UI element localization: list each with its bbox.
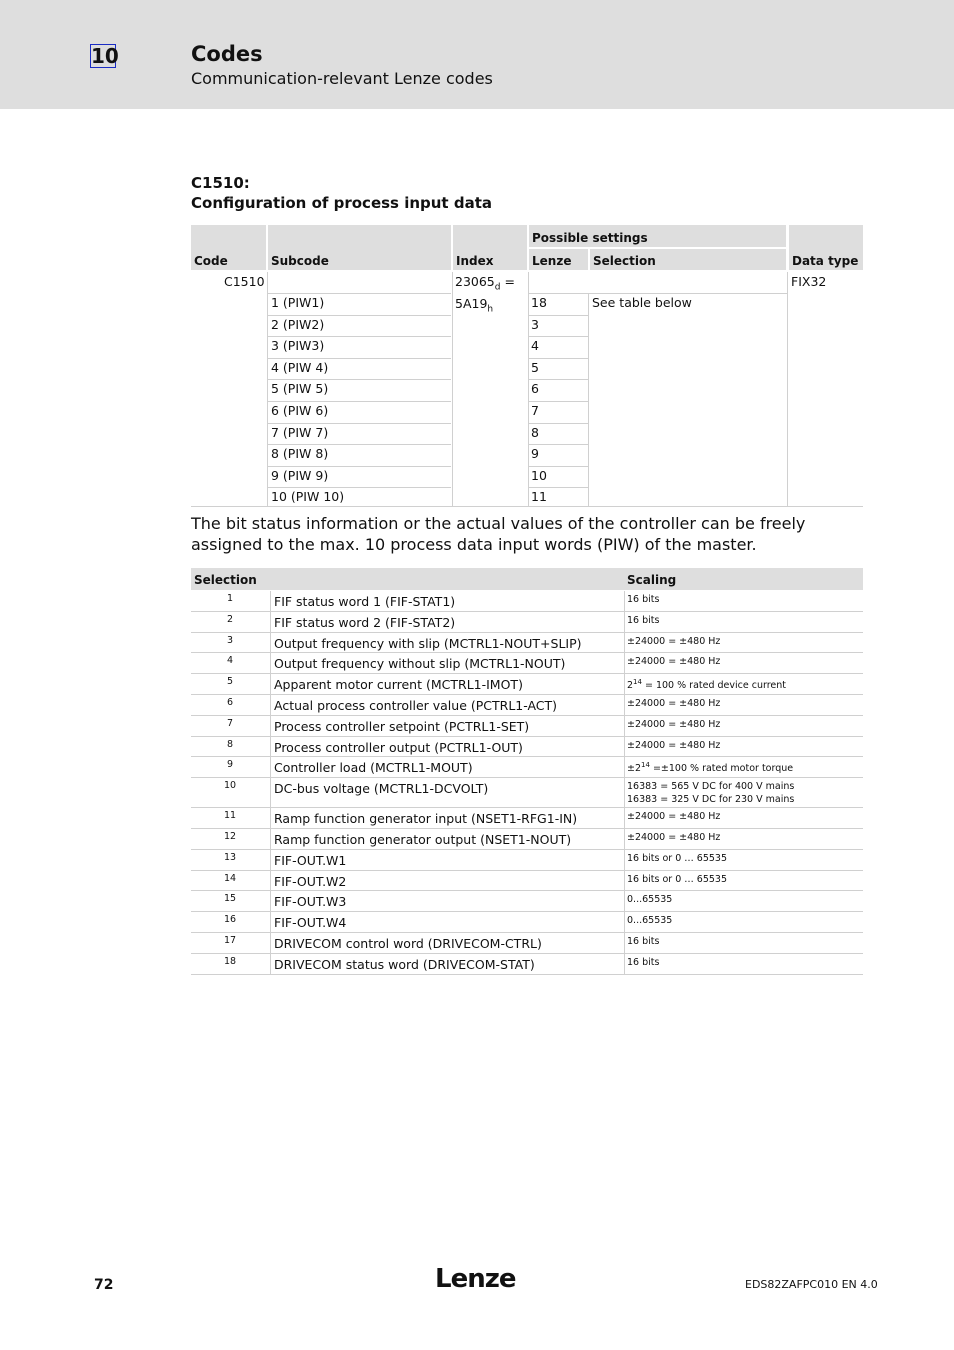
- row-line: [529, 379, 588, 380]
- row-line: [191, 974, 863, 975]
- selection-number: 4: [226, 655, 234, 667]
- row-line: [268, 379, 451, 380]
- selection-description: Controller load (MCTRL1-MOUT): [274, 760, 473, 776]
- selection-description: DC-bus voltage (MCTRL1-DCVOLT): [274, 781, 489, 797]
- section-code: C1510:: [191, 174, 250, 192]
- divider: [270, 757, 271, 778]
- divider: [588, 294, 589, 507]
- selection-note: See table below: [592, 295, 692, 310]
- lenze-cell: 5: [531, 359, 539, 375]
- scaling-value: $2^{14} = 100$ % rated device current: [627, 678, 787, 692]
- selection-number: 7: [226, 717, 234, 729]
- lenze-cell: 3: [531, 316, 539, 332]
- selection-description: Process controller setpoint (PCTRL1-SET): [274, 718, 530, 734]
- subcode-cell: 2 (PIW2): [271, 316, 325, 332]
- header-index: Index: [453, 225, 527, 270]
- table-row: [191, 871, 863, 892]
- row-line: [529, 401, 588, 402]
- lenze-cell: 4: [531, 338, 539, 354]
- selection-description: Process controller output (PCTRL1-OUT): [274, 739, 523, 755]
- table-row: [191, 891, 863, 912]
- subcode-cell: 6 (PIW 6): [271, 403, 329, 418]
- selection-description: Output frequency without slip (MCTRL1-NOUT): [274, 656, 566, 672]
- selection-number: 9: [226, 759, 234, 771]
- divider: [624, 871, 625, 892]
- header-possible-settings: Possible settings: [529, 225, 786, 247]
- divider: [624, 891, 625, 912]
- table-row: [191, 591, 863, 612]
- subcode-cell: 1 (PIW1): [271, 295, 325, 310]
- table-row: [191, 633, 863, 654]
- table-row: [191, 695, 863, 716]
- subcode-cell: 10 (PIW 10): [271, 489, 345, 505]
- divider: [624, 850, 625, 871]
- header-lenze: Lenze: [529, 249, 588, 270]
- row-line: [529, 358, 588, 359]
- scaling-value: ±24000 = ±480 Hz: [627, 635, 721, 647]
- divider: [270, 891, 271, 912]
- subcode-cell: 3 (PIW3): [271, 338, 325, 354]
- chapter-subtitle: Communication-relevant Lenze codes: [191, 69, 493, 88]
- divider: [528, 272, 529, 507]
- divider: [270, 653, 271, 674]
- selection-description: FIF status word 2 (FIF-STAT2): [274, 614, 456, 630]
- scaling-value: ±24000 = ±480 Hz: [627, 811, 721, 823]
- selection-number: 3: [226, 634, 234, 646]
- scaling-value: 0...65535: [627, 894, 673, 906]
- divider: [624, 633, 625, 654]
- divider: [270, 954, 271, 975]
- row-line: [529, 444, 588, 445]
- table-row: [191, 612, 863, 633]
- scaling-value: ±24000 = ±480 Hz: [627, 656, 721, 668]
- table-row: [191, 933, 863, 954]
- table-row: [191, 850, 863, 871]
- lenze-cell: 9: [531, 446, 539, 462]
- selection-table-header: [191, 568, 863, 590]
- divider: [624, 591, 625, 612]
- subcode-cell: 8 (PIW 8): [271, 446, 329, 462]
- selection-number: 11: [223, 810, 237, 822]
- divider: [624, 737, 625, 758]
- divider: [787, 272, 788, 507]
- divider: [270, 674, 271, 695]
- row-line: [268, 466, 451, 467]
- selection-number: 13: [223, 851, 237, 863]
- divider: [624, 808, 625, 829]
- selection-description: FIF-OUT.W2: [274, 873, 347, 889]
- document-id: EDS82ZAFPC010 EN 4.0: [745, 1278, 878, 1291]
- data-type-value: FIX32: [791, 274, 827, 289]
- lenze-cell: 7: [531, 403, 539, 418]
- scaling-value: 16 bits or 0 … 65535: [627, 873, 728, 885]
- divider: [624, 716, 625, 737]
- selection-number: 5: [226, 676, 234, 688]
- header-data-type: Data type: [789, 225, 863, 270]
- table-row: [191, 829, 863, 850]
- divider: [624, 933, 625, 954]
- chapter-number[interactable]: 10: [91, 44, 119, 68]
- selection-description: Apparent motor current (MCTRL1-IMOT): [274, 677, 523, 693]
- lenze-logo: Lenze: [435, 1264, 516, 1294]
- divider: [270, 829, 271, 850]
- divider: [624, 954, 625, 975]
- divider: [624, 912, 625, 933]
- subcode-cell: 7 (PIW 7): [271, 424, 329, 440]
- divider: [624, 695, 625, 716]
- row-line: [529, 487, 588, 488]
- table-row: [191, 716, 863, 737]
- description-paragraph: The bit status information or the actual values of the controller can be freely assigned to the max. 10 process data input words (PIW) of the master.: [191, 514, 806, 554]
- selection-description: Output frequency with slip (MCTRL1-NOUT+SLIP): [274, 635, 582, 651]
- selection-description: FIF status word 1 (FIF-STAT1): [274, 594, 456, 609]
- selection-number: 14: [223, 872, 237, 884]
- scaling-value: 16 bits: [627, 956, 660, 968]
- code-value: C1510: [224, 274, 265, 289]
- selection-description: DRIVECOM status word (DRIVECOM-STAT): [274, 956, 535, 972]
- divider: [270, 612, 271, 633]
- scaling-value: ±24000 = ±480 Hz: [627, 739, 721, 751]
- divider: [270, 778, 271, 808]
- header-selection: Selection: [194, 573, 257, 587]
- divider: [270, 808, 271, 829]
- subcode-cell: 4 (PIW 4): [271, 359, 329, 375]
- index-value: $23065_d$ = $5A19_h$: [455, 274, 515, 314]
- divider: [267, 272, 268, 507]
- divider: [270, 695, 271, 716]
- header-scaling: Scaling: [627, 573, 677, 587]
- row-line: [529, 293, 787, 294]
- selection-description: FIF-OUT.W4: [274, 915, 347, 931]
- scaling-value: $\pm 2^{14} =\pm 100$ % rated motor torque: [627, 761, 794, 775]
- scaling-value: 16383 = 565 V DC for 400 V mains 16383 = 325 V DC for 230 V mains: [627, 781, 795, 806]
- header-subcode: Subcode: [268, 225, 451, 270]
- scaling-value: 16 bits: [627, 936, 660, 947]
- lenze-cell: 11: [531, 489, 547, 505]
- selection-number: 10: [223, 780, 237, 792]
- row-line: [268, 358, 451, 359]
- divider: [624, 674, 625, 695]
- divider: [624, 778, 625, 808]
- selection-description: FIF-OUT.W1: [274, 852, 347, 868]
- divider: [270, 737, 271, 758]
- divider: [270, 716, 271, 737]
- divider: [452, 272, 453, 507]
- page-number: 72: [94, 1277, 114, 1293]
- divider: [624, 612, 625, 633]
- lenze-cell: 10: [531, 467, 547, 483]
- header-code: Code: [191, 225, 266, 270]
- table-bottom-line: [191, 506, 863, 507]
- row-line: [529, 336, 588, 337]
- selection-number: 1: [226, 593, 234, 604]
- selection-description: Ramp function generator input (NSET1-RFG1-IN): [274, 811, 578, 827]
- scaling-value: ±24000 = ±480 Hz: [627, 832, 721, 843]
- selection-description: DRIVECOM control word (DRIVECOM-CTRL): [274, 936, 542, 951]
- scaling-value: ±24000 = ±480 Hz: [627, 718, 721, 730]
- table-row: [191, 778, 863, 808]
- header-band: [0, 0, 954, 109]
- scaling-value: 0...65535: [627, 915, 673, 927]
- row-line: [268, 315, 451, 316]
- selection-number: 17: [223, 935, 237, 946]
- divider: [624, 829, 625, 850]
- selection-number: 15: [223, 893, 237, 905]
- selection-description: Ramp function generator output (NSET1-NOUT): [274, 832, 572, 847]
- divider: [270, 933, 271, 954]
- row-line: [268, 487, 451, 488]
- divider: [270, 850, 271, 871]
- row-line: [268, 444, 451, 445]
- divider: [270, 871, 271, 892]
- row-line: [529, 466, 588, 467]
- row-line: [268, 423, 451, 424]
- scaling-value: 16 bits or 0 … 65535: [627, 852, 728, 864]
- table-row: [191, 674, 863, 695]
- divider: [270, 591, 271, 612]
- subcode-cell: 9 (PIW 9): [271, 467, 329, 483]
- row-line: [529, 423, 588, 424]
- selection-number: 12: [223, 831, 237, 842]
- row-line: [268, 336, 451, 337]
- selection-number: 16: [223, 914, 237, 926]
- selection-number: 2: [226, 613, 234, 625]
- scaling-value: 16 bits: [627, 594, 660, 605]
- chapter-title: Codes: [191, 42, 263, 66]
- lenze-cell: 18: [531, 295, 547, 310]
- lenze-cell: 8: [531, 424, 539, 440]
- lenze-cell: 6: [531, 381, 539, 397]
- scaling-value: ±24000 = ±480 Hz: [627, 698, 721, 709]
- table-row: [191, 653, 863, 674]
- scaling-value: 16 bits: [627, 614, 660, 626]
- row-line: [268, 293, 451, 294]
- table-row: [191, 757, 863, 778]
- selection-description: Actual process controller value (PCTRL1-ACT): [274, 698, 558, 713]
- section-title: Configuration of process input data: [191, 194, 492, 212]
- table-row: [191, 808, 863, 829]
- selection-number: 18: [223, 955, 237, 967]
- divider: [270, 912, 271, 933]
- table-row: [191, 912, 863, 933]
- selection-description: FIF-OUT.W3: [274, 894, 347, 910]
- divider: [270, 633, 271, 654]
- row-line: [268, 401, 451, 402]
- row-line: [529, 315, 588, 316]
- table-row: [191, 954, 863, 975]
- table-row: [191, 737, 863, 758]
- header-selection: Selection: [590, 249, 786, 270]
- code-table: [191, 225, 863, 508]
- divider: [624, 653, 625, 674]
- selection-number: 8: [226, 738, 234, 750]
- subcode-cell: 5 (PIW 5): [271, 381, 329, 397]
- divider: [624, 757, 625, 778]
- selection-number: 6: [226, 697, 234, 708]
